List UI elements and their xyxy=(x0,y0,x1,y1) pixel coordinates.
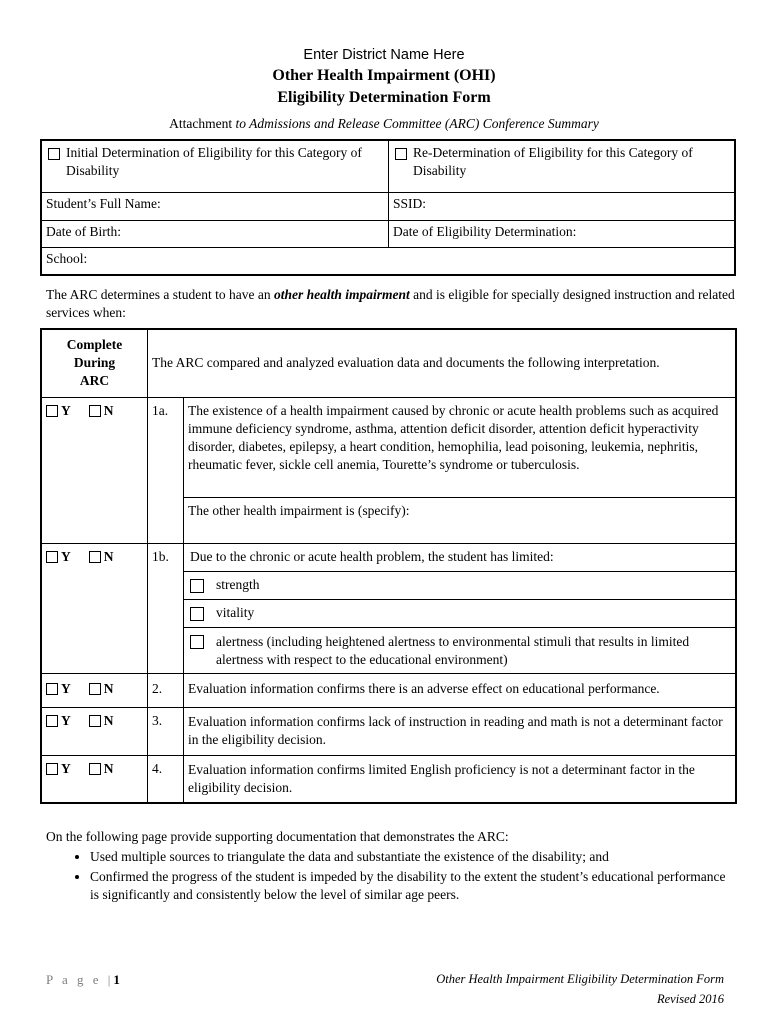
supporting-documentation xyxy=(46,828,736,906)
yes-label-1a: Y xyxy=(61,402,71,418)
yn-2 xyxy=(41,673,148,707)
vitality-label: vitality xyxy=(216,604,255,620)
intro-paragraph xyxy=(46,286,736,322)
text-1a: The existence of a health impairment caused by chronic or acute health problems such as acquired immune deficiency syndrome, asthma, attention deficit disorder, attention deficit hyperactivity disorder, diabetes, epilepsy, a heart condition, hemophilia, lead poisoning, leukemia, nephritis, rheumatic fever, sickle cell anemia, Tourette’s syndrome or tuberculosis. xyxy=(184,397,737,497)
re-determination-cell[interactable] xyxy=(389,140,736,192)
no-label-3: N xyxy=(103,712,114,728)
school-field[interactable] xyxy=(41,247,735,275)
initial-determination-cell[interactable] xyxy=(41,140,389,192)
complete-during-arc-header xyxy=(41,329,148,397)
option-vitality[interactable] xyxy=(184,599,737,627)
option-alertness[interactable] xyxy=(184,627,737,673)
form-subtitle: Eligibility Determination Form xyxy=(277,89,491,106)
page-number xyxy=(46,972,120,988)
yes-checkbox-1b[interactable] xyxy=(46,551,58,563)
yes-checkbox-4[interactable] xyxy=(46,763,58,775)
no-label-2: N xyxy=(103,680,114,696)
eligibility-date-label: Date of Eligibility Determination: xyxy=(393,223,577,239)
attachment-italic: to Admissions and Release Committee (ARC) Conference Summary xyxy=(235,116,599,131)
header-line-3: ARC xyxy=(79,373,110,389)
yn-4 xyxy=(41,755,148,803)
num-2: 2. xyxy=(148,673,184,707)
no-label-4: N xyxy=(103,760,114,776)
footer-revised: Revised 2016 xyxy=(657,992,724,1006)
intro-after: and is eligible for specially designed instruction and related services when: xyxy=(46,287,735,320)
interpretation-header: The ARC compared and analyzed evaluation data and documents the following interpretation. xyxy=(148,329,737,397)
dob-label: Date of Birth: xyxy=(46,223,121,239)
re-determination-checkbox[interactable] xyxy=(395,148,407,160)
no-checkbox-2[interactable] xyxy=(89,683,101,695)
header-line-2: During xyxy=(73,355,116,371)
intro-emphasis: other health impairment xyxy=(273,287,410,302)
eligibility-date-field[interactable] xyxy=(389,220,736,247)
yes-label-1b: Y xyxy=(61,548,71,564)
specify-1a-label: The other health impairment is (specify): xyxy=(188,502,410,518)
no-label-1b: N xyxy=(103,548,114,564)
yn-1b xyxy=(41,543,148,673)
specify-1a-field[interactable] xyxy=(184,497,737,543)
alertness-label: alertness (including heightened alertness to environmental stimuli that results in limited alertness with respect to the educational environment) xyxy=(216,633,690,667)
student-name-label: Student’s Full Name: xyxy=(46,195,161,211)
re-determination-label: Re-Determination of Eligibility for this Category of Disability xyxy=(413,145,693,178)
num-1b: 1b. xyxy=(148,543,184,673)
attachment-note xyxy=(0,116,768,132)
header-line-1: Complete xyxy=(66,337,123,353)
student-info-table xyxy=(40,139,736,276)
page-label: P a g e | xyxy=(46,972,114,987)
alertness-checkbox[interactable] xyxy=(190,635,204,649)
attachment-prefix: Attachment xyxy=(169,116,233,131)
student-name-field[interactable] xyxy=(41,192,389,220)
yes-label-4: Y xyxy=(61,760,71,776)
initial-determination-label: Initial Determination of Eligibility for this Category of Disability xyxy=(66,145,362,178)
school-label: School: xyxy=(46,250,88,266)
yes-label-3: Y xyxy=(61,712,71,728)
num-4: 4. xyxy=(148,755,184,803)
no-checkbox-1b[interactable] xyxy=(89,551,101,563)
no-checkbox-4[interactable] xyxy=(89,763,101,775)
supporting-lead: On the following page provide supporting documentation that demonstrates the ARC: xyxy=(46,829,509,844)
yn-1a xyxy=(41,397,148,543)
ssid-label: SSID: xyxy=(393,195,427,211)
text-2: Evaluation information confirms there is an adverse effect on educational performance. xyxy=(184,673,737,707)
form-title: Other Health Impairment (OHI) xyxy=(272,67,496,84)
text-4: Evaluation information confirms limited English proficiency is not a determinant factor in the eligibility decision. xyxy=(184,755,737,803)
yes-checkbox-1a[interactable] xyxy=(46,405,58,417)
num-3: 3. xyxy=(148,707,184,755)
num-1a: 1a. xyxy=(148,397,184,543)
no-checkbox-3[interactable] xyxy=(89,715,101,727)
text-3: Evaluation information confirms lack of instruction in reading and math is not a determinant factor in the eligibility decision. xyxy=(184,707,737,755)
ssid-field[interactable] xyxy=(389,192,736,220)
dob-field[interactable] xyxy=(41,220,389,247)
district-name: Enter District Name Here xyxy=(303,47,465,63)
strength-checkbox[interactable] xyxy=(190,579,204,593)
supporting-list xyxy=(46,848,736,904)
yes-checkbox-2[interactable] xyxy=(46,683,58,695)
vitality-checkbox[interactable] xyxy=(190,607,204,621)
strength-label: strength xyxy=(216,576,260,592)
option-strength[interactable] xyxy=(184,571,737,599)
yn-3 xyxy=(41,707,148,755)
yes-checkbox-3[interactable] xyxy=(46,715,58,727)
yes-label-2: Y xyxy=(61,680,71,696)
criteria-table xyxy=(40,328,737,804)
intro-before: The ARC determines a student to have an xyxy=(46,287,271,302)
supporting-bullet-2: • Confirmed the progress of the student is impeded by the disability to the extent the student’s educational performance is significantly and consistently below the level of similar age peers. xyxy=(90,868,736,904)
initial-determination-checkbox[interactable] xyxy=(48,148,60,160)
supporting-bullet-1: • Used multiple sources to triangulate the data and substantiate the existence of the disability; and xyxy=(90,848,736,866)
no-checkbox-1a[interactable] xyxy=(89,405,101,417)
text-1b: Due to the chronic or acute health problem, the student has limited: xyxy=(184,543,737,571)
footer-form-name: Other Health Impairment Eligibility Determination Form xyxy=(436,972,724,986)
page-number-value: 1 xyxy=(113,972,120,987)
no-label-1a: N xyxy=(103,402,114,418)
